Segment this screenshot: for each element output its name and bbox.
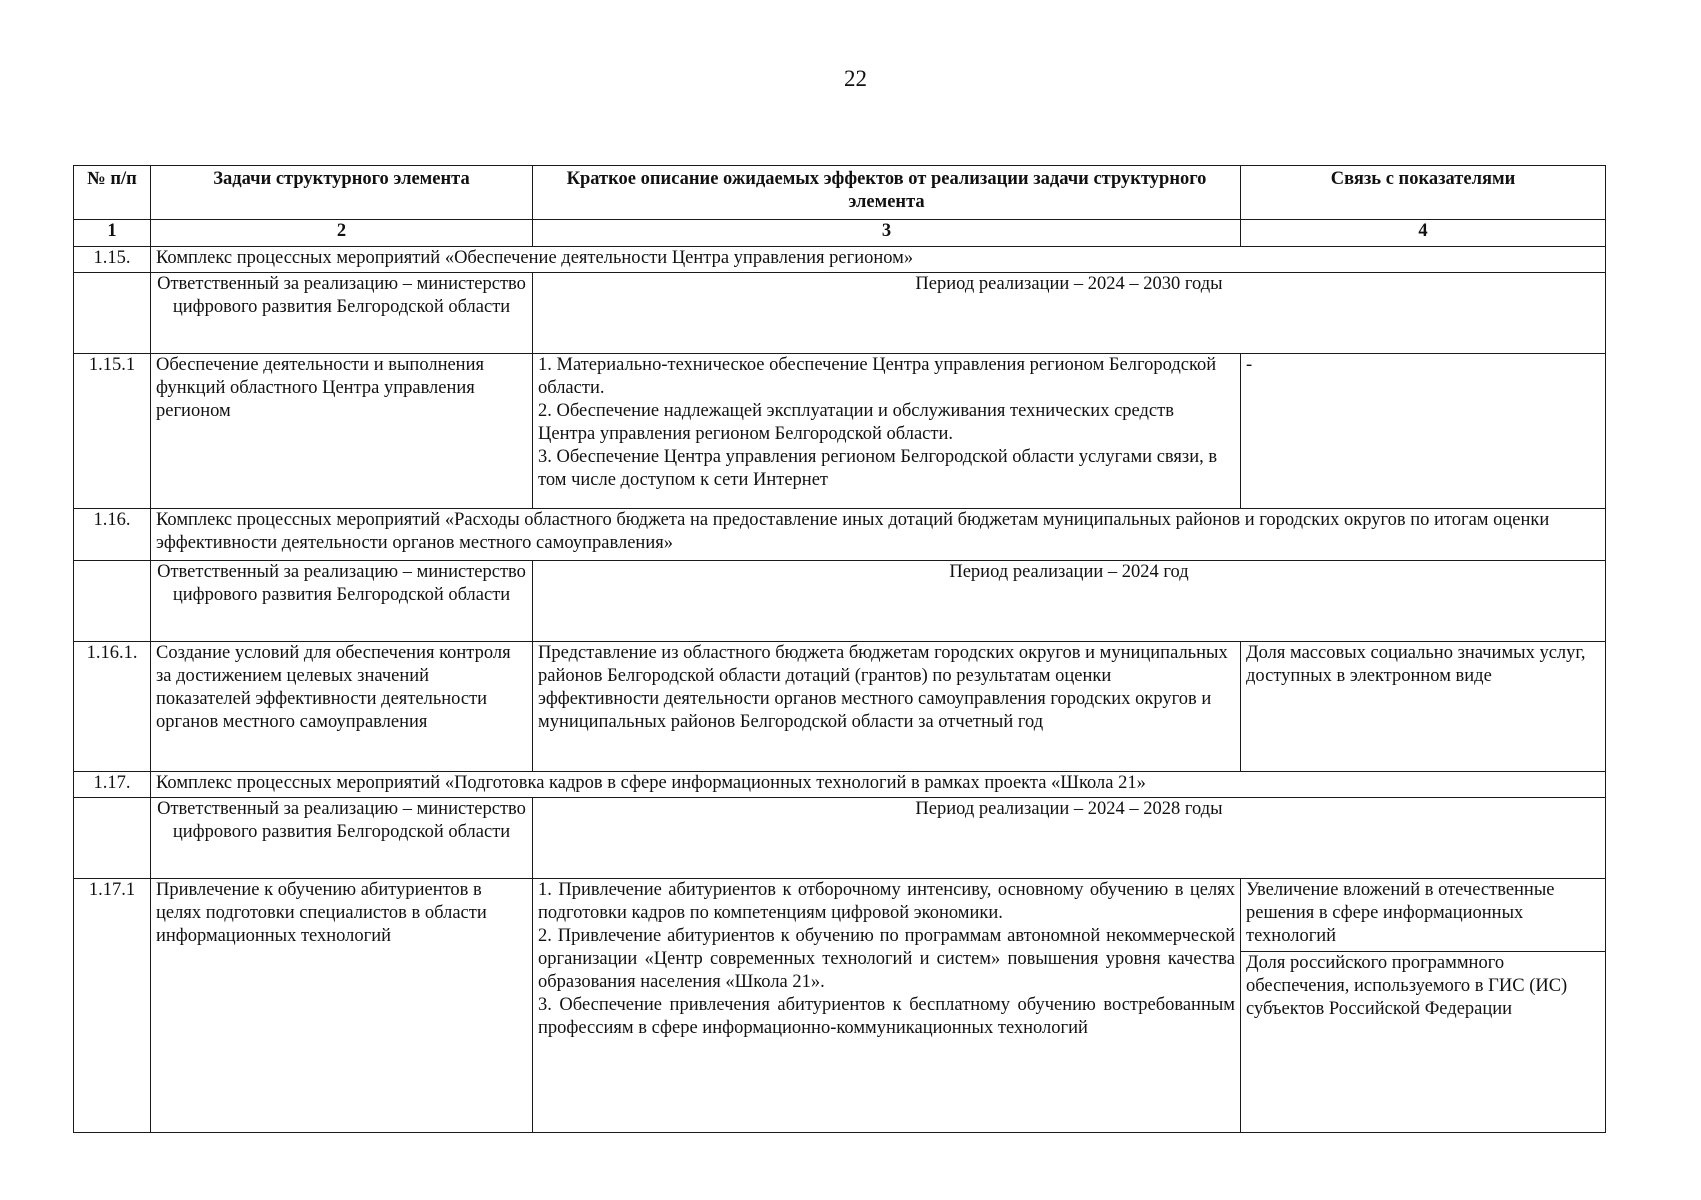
task-cell: Обеспечение деятельности и выполнения функций областного Центра управления регионом [151,354,533,509]
responsible-row [74,561,1606,642]
table-header-row [74,166,1606,220]
effect-item: 3. Обеспечение привлечения абитуриентов к бесплатному обучению востребованным профессиям в сфере информационно-коммуникационных технологий [538,995,1235,1039]
row-number: 1.15. [74,246,151,273]
table-row [74,354,1606,509]
section-row [74,771,1606,798]
table-row [74,879,1606,1133]
section-title: Комплекс процессных мероприятий «Подготовка кадров в сфере информационных технологий в рамках проекта «Школа 21» [151,771,1606,798]
table-row [74,642,1606,772]
effects-cell: Представление из областного бюджета бюджетам городских округов и муниципальных районов Белгородской области дотаций (грантов) по результатам оценки эффективности деятельности органов местного самоуправления городских округов и муниципальных районов Белгородской области за отчетный год [533,642,1241,772]
effects-cell [533,354,1241,509]
section-row [74,509,1606,561]
indicator-cell: Доля массовых социально значимых услуг, доступных в электронном виде [1241,642,1606,772]
responsible-cell: Ответственный за реализацию – министерство цифрового развития Белгородской области [151,273,533,354]
section-title: Комплекс процессных мероприятий «Расходы областного бюджета на предоставление иных дотаций бюджетам муниципальных районов и городских округов по итогам оценки эффективности деятельности органов местного самоуправления» [151,509,1606,561]
empty-cell [74,561,151,642]
responsible-row [74,798,1606,879]
empty-cell [74,798,151,879]
row-number: 1.17. [74,771,151,798]
header-indicators: Связь с показателями [1241,166,1606,220]
indicator-cell [1241,879,1606,1133]
task-cell: Создание условий для обеспечения контроля за достижением целевых значений показателей эффективности деятельности органов местного самоуправления [151,642,533,772]
indicator-item: Доля российского программного обеспечения, используемого в ГИС (ИС) субъектов Российской Федерации [1246,953,1568,1020]
period-cell: Период реализации – 2024 – 2028 годы [533,798,1606,879]
row-number: 1.15.1 [74,354,151,509]
column-number-row [74,220,1606,247]
header-effects: Краткое описание ожидаемых эффектов от реализации задачи структурного элемента [533,166,1241,220]
effects-cell [533,879,1241,1133]
column-number: 4 [1241,220,1606,247]
responsible-row [74,273,1606,354]
responsible-cell: Ответственный за реализацию – министерство цифрового развития Белгородской области [151,561,533,642]
indicator-item: Увеличение вложений в отечественные решения в сфере информационных технологий [1241,879,1605,952]
empty-cell [74,273,151,354]
effect-item: 2. Обеспечение надлежащей эксплуатации и обслуживания технических средств Центра управления регионом Белгородской области. [538,401,1174,445]
period-cell: Период реализации – 2024 – 2030 годы [533,273,1606,354]
effect-item: 3. Обеспечение Центра управления регионом Белгородской области услугами связи, в том числе доступом к сети Интернет [538,447,1218,491]
effect-item: 1. Привлечение абитуриентов к отборочному интенсиву, основному обучению в целях подготовки кадров по компетенциям цифровой экономики. [538,880,1235,924]
header-number: № п/п [74,166,151,220]
effect-item: 2. Привлечение абитуриентов к обучению по программам автономной некоммерческой организации «Центр современных технологий и систем» повышения уровня качества образования населения «Школа 21». [538,926,1235,993]
section-title: Комплекс процессных мероприятий «Обеспечение деятельности Центра управления регионом» [151,246,1606,273]
effect-item: 1. Материально-техническое обеспечение Центра управления регионом Белгородской области. [538,355,1217,399]
section-row [74,246,1606,273]
column-number: 1 [74,220,151,247]
page-number: 22 [844,66,867,91]
row-number: 1.16.1. [74,642,151,772]
responsible-cell: Ответственный за реализацию – министерство цифрового развития Белгородской области [151,798,533,879]
column-number: 2 [151,220,533,247]
row-number: 1.17.1 [74,879,151,1133]
row-number: 1.16. [74,509,151,561]
task-cell: Привлечение к обучению абитуриентов в целях подготовки специалистов в области информационных технологий [151,879,533,1133]
measures-table [73,165,1606,1133]
header-tasks: Задачи структурного элемента [151,166,533,220]
period-cell: Период реализации – 2024 год [533,561,1606,642]
column-number: 3 [533,220,1241,247]
indicator-cell: - [1241,354,1606,509]
